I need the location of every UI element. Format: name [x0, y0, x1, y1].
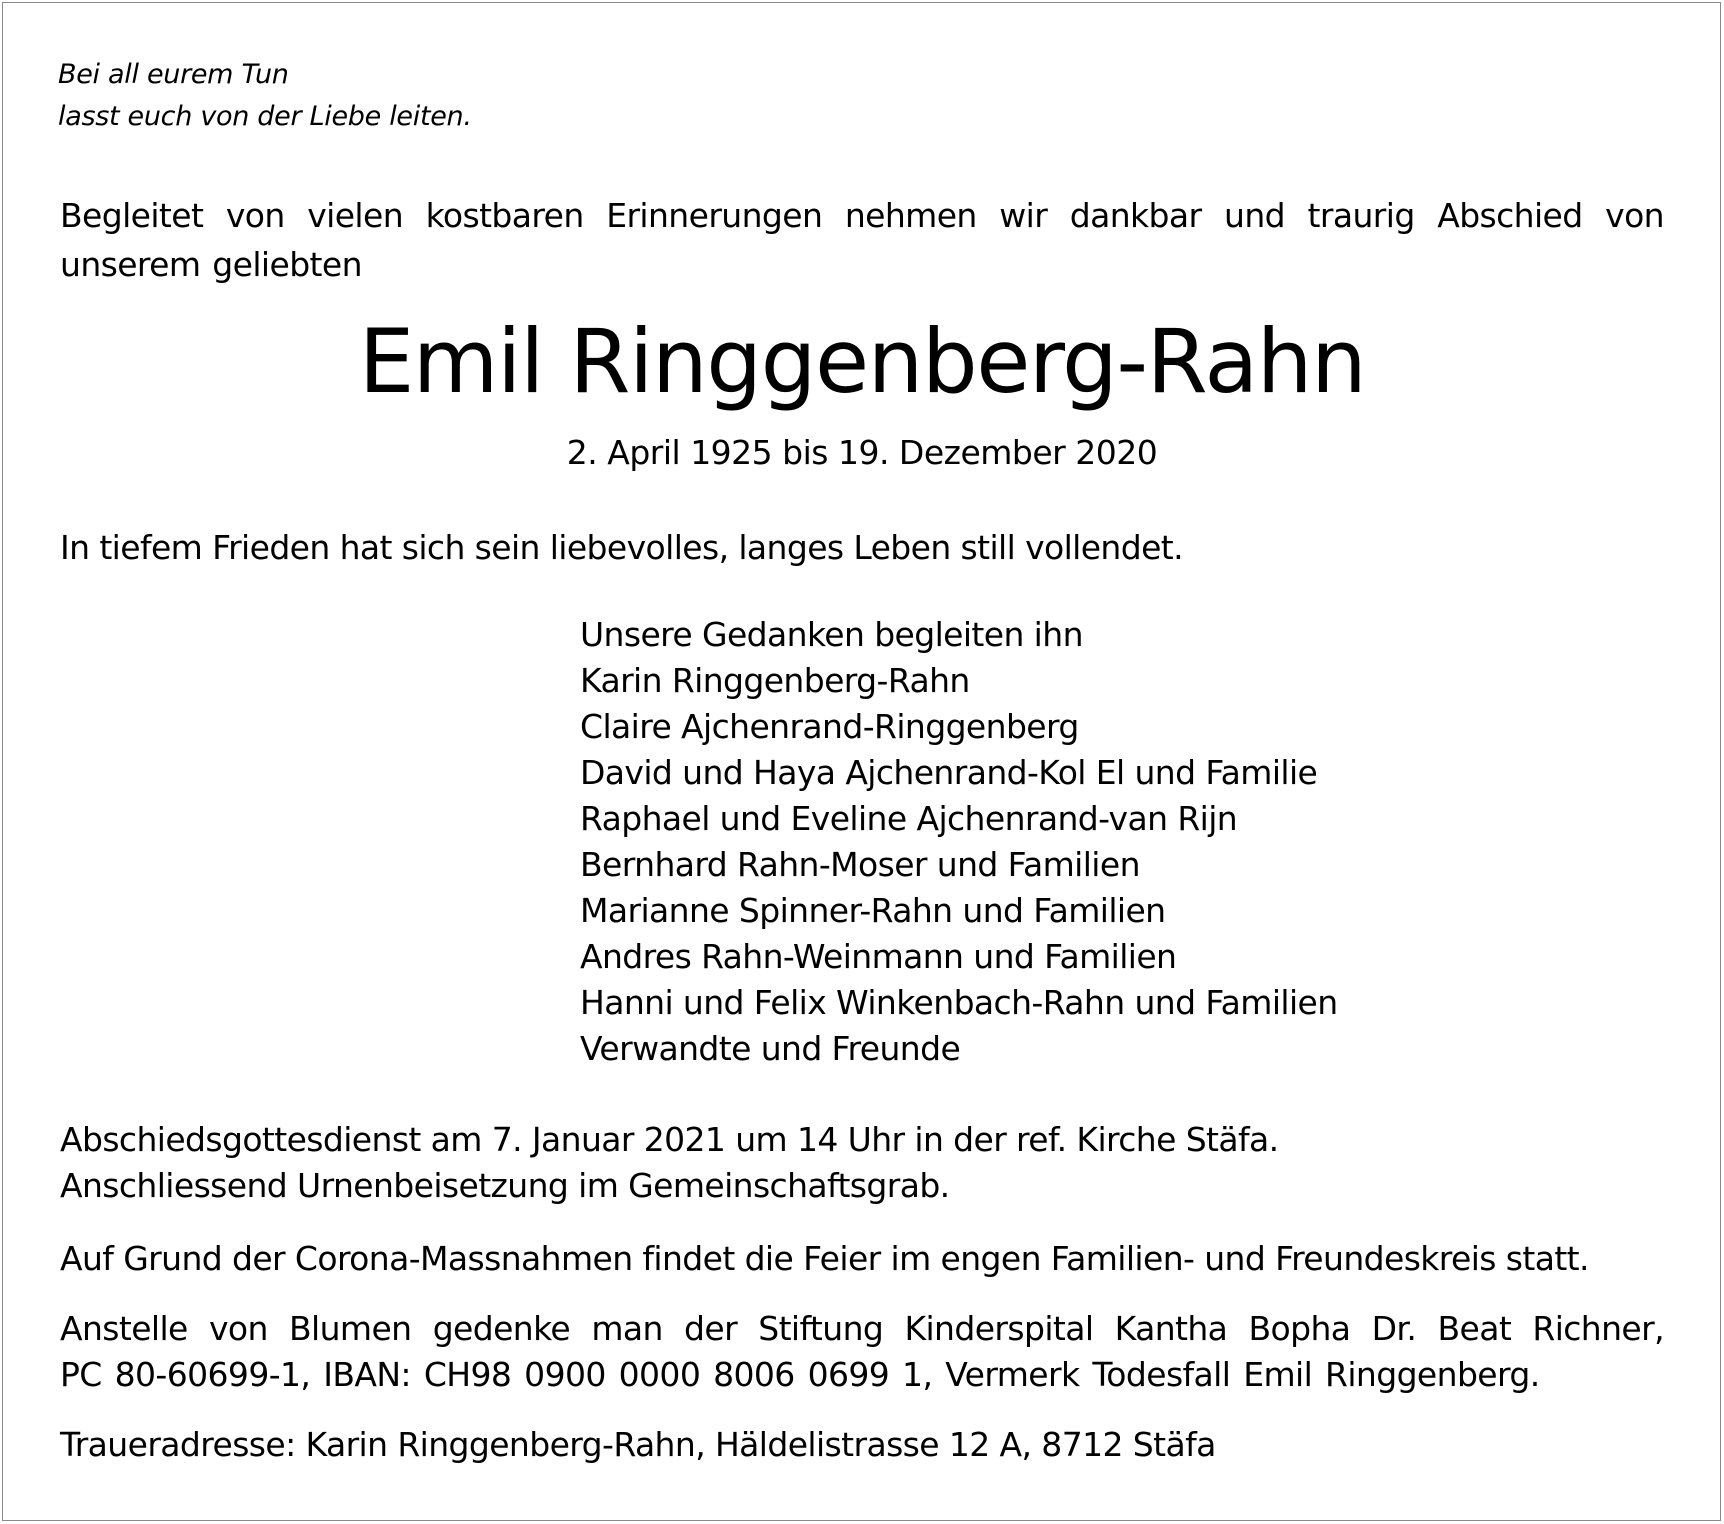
life-dates: 2. April 1925 bis 19. Dezember 2020 — [566, 433, 1158, 472]
mourner-line: Bernhard Rahn-Moser und Familien — [580, 845, 1140, 884]
intro-paragraph: Begleitet von vielen kostbaren Erinnerungen nehmen wir dankbar und traurig Abschied von unserem geliebten — [60, 196, 1664, 284]
deceased-name: Emil Ringgenberg-Rahn — [358, 310, 1366, 413]
motto-quote — [58, 54, 472, 138]
corona-line: Auf Grund der Corona-Massnahmen findet die Feier im engen Familien- und Freundeskreis statt. — [60, 1239, 1589, 1278]
mourner-line: Karin Ringgenberg-Rahn — [580, 661, 970, 700]
address-line: Traueradresse: Karin Ringgenberg-Rahn, Häldelistrasse 12 A, 8712 Stäfa — [60, 1425, 1216, 1464]
mourner-line: Raphael und Eveline Ajchenrand-van Rijn — [580, 799, 1238, 838]
corona-notice — [60, 1236, 1664, 1282]
donation-line-1: Anstelle von Blumen gedenke man der Stiftung Kinderspital Kantha Bopha Dr. Beat Richner, — [60, 1309, 1664, 1348]
donation-info — [60, 1306, 1664, 1398]
mourner-line: Unsere Gedanken begleiten ihn — [580, 615, 1083, 654]
motto-line-1: Bei all eurem Tun — [58, 59, 289, 90]
service-line-1: Abschiedsgottesdienst am 7. Januar 2021 um 14 Uhr in der ref. Kirche Stäfa. — [60, 1120, 1279, 1159]
mourner-line: Claire Ajchenrand-Ringgenberg — [580, 707, 1079, 746]
donation-line-2: PC 80-60699-1, IBAN: CH98 0900 0000 8006 0699 1, Vermerk Todesfall Emil Ringgenberg. — [60, 1355, 1540, 1394]
mourner-line: Verwandte und Freunde — [580, 1029, 961, 1068]
mourner-line: David und Haya Ajchenrand-Kol El und Familie — [580, 753, 1318, 792]
mourning-address — [60, 1422, 1664, 1468]
mourner-line: Marianne Spinner-Rahn und Familien — [580, 891, 1166, 930]
mourner-line: Andres Rahn-Weinmann und Familien — [580, 937, 1177, 976]
service-line-2: Anschliessend Urnenbeisetzung im Gemeinschaftsgrab. — [60, 1166, 950, 1205]
peace-statement: In tiefem Frieden hat sich sein liebevolles, langes Leben still vollendet. — [60, 528, 1184, 567]
mourner-line: Hanni und Felix Winkenbach-Rahn und Familien — [580, 983, 1338, 1022]
motto-line-2: lasst euch von der Liebe leiten. — [58, 101, 472, 132]
service-info — [60, 1117, 1664, 1209]
mourners-list — [580, 612, 1338, 1072]
